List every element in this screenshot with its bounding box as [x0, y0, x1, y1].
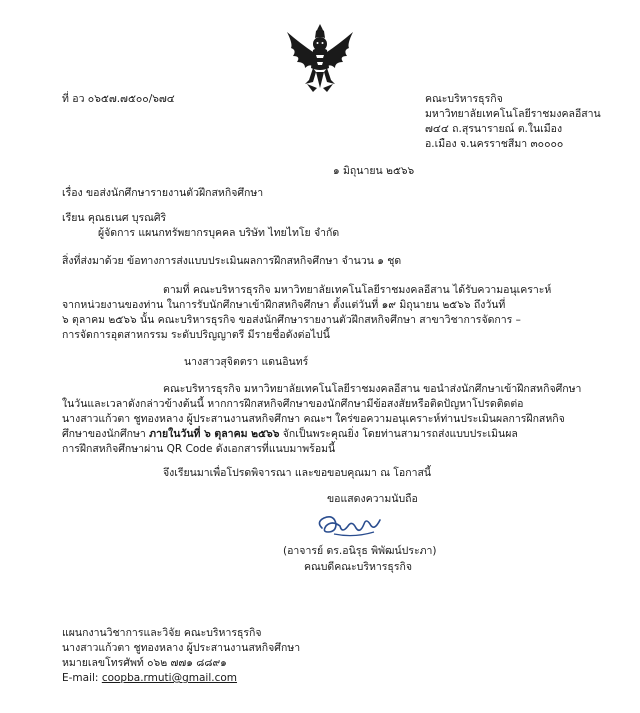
para2-line-4 [62, 427, 518, 441]
garuda-emblem-icon [283, 22, 357, 96]
para1-line-3: ๖ ตุลาคม ๒๕๖๖ นั้น คณะบริหารธุรกิจ ขอส่งนักศึกษารายงานตัวฝึกสหกิจศึกษา สาขาวิชาการจัดการ – [62, 314, 521, 326]
enclosure-line: สิ่งที่ส่งมาด้วย ข้อทางการส่งแบบประเมินผลการฝึกสหกิจศึกษา จำนวน ๑ ชุด [62, 255, 402, 267]
letter-date: ๑ มิถุนายน ๒๕๖๖ [333, 165, 415, 177]
sender-line-4: อ.เมือง จ.นครราชสีมา ๓๐๐๐๐ [425, 138, 564, 150]
deadline-emphasis: ภายในวันที่ ๖ ตุลาคม ๒๕๖๖ [149, 428, 280, 440]
footer-phone: หมายเลขโทรศัพท์ ๐๖๒ ๗๗๑ ๘๘๙๑ [62, 657, 227, 669]
signatory-name: (อาจารย์ ดร.อนิรุธ พิพัฒน์ประภา) [283, 545, 437, 557]
para2-line-1: คณะบริหารธุรกิจ มหาวิทยาลัยเทคโนโลยีราชมงคลอีสาน ขอนำส่งนักศึกษาเข้าฝึกสหกิจศึกษา [163, 383, 582, 395]
salutation-line-2: ผู้จัดการ แผนกทรัพยากรบุคคล บริษัท ไทยไทโย จำกัด [98, 227, 340, 239]
regards-text: ขอแสดงความนับถือ [327, 493, 418, 505]
salutation-line-1: เรียน คุณธเนศ บุรณศิริ [62, 212, 167, 224]
footer-department: แผนกงานวิชาการและวิจัย คณะบริหารธุรกิจ [62, 627, 262, 639]
reference-number: ที่ อว ๐๖๕๗.๗๕๐๐/๖๗๔ [62, 93, 175, 105]
sender-line-1: คณะบริหารธุรกิจ [425, 93, 503, 105]
signatory-position: คณบดีคณะบริหารธุรกิจ [304, 561, 412, 573]
footer-email-line [62, 671, 237, 685]
para2-line-2: ในวันและเวลาดังกล่าวข้างต้นนี้ หากการฝึกสหกิจศึกษาของนักศึกษามีข้อสงสัยหรือติดปัญหาโปรดติดต่อ [62, 398, 524, 410]
email-link[interactable]: coopba.rmuti@gmail.com [101, 672, 238, 684]
signature-icon [314, 512, 386, 540]
email-label: E-mail: [62, 672, 99, 684]
para2-line-5: การฝึกสหกิจศึกษาผ่าน QR Code ดังเอกสารที่แนบมาพร้อมนี้ [62, 443, 336, 455]
sender-line-2: มหาวิทยาลัยเทคโนโลยีราชมงคลอีสาน [425, 108, 601, 120]
para1-line-4: การจัดการอุตสาหกรรม ระดับปริญญาตรี มีรายชื่อดังต่อไปนี้ [62, 329, 330, 341]
para2-line-4-end: จักเป็นพระคุณยิ่ง โดยท่านสามารถส่งแบบประเมินผล [282, 428, 518, 440]
sender-line-3: ๗๔๔ ถ.สุรนารายณ์ ต.ในเมือง [425, 123, 563, 135]
para1-line-1: ตามที่ คณะบริหารธุรกิจ มหาวิทยาลัยเทคโนโลยีราชมงคลอีสาน ได้รับความอนุเคราะห์ [163, 284, 552, 296]
student-name: นางสาวสุจิตตรา แดนอินทร์ [184, 356, 309, 368]
para2-line-3: นางสาวแก้วตา ชูทองหลาง ผู้ประสานงานสหกิจศึกษา คณะฯ ใคร่ขอความอนุเคราะห์ท่านประเมินผลการฝึกสหกิจ [62, 413, 565, 425]
subject-line: เรื่อง ขอส่งนักศึกษารายงานตัวฝึกสหกิจศึกษา [62, 187, 264, 199]
para2-line-4-start: ศึกษาของนักศึกษา [62, 428, 146, 440]
para1-line-2: จากหน่วยงานของท่าน ในการรับนักศึกษาเข้าฝึกสหกิจศึกษา ตั้งแต่วันที่ ๑๙ มิถุนายน ๒๕๖๖ ถึงวันที่ [62, 299, 506, 311]
footer-coordinator: นางสาวแก้วตา ชูทองหลาง ผู้ประสานงานสหกิจศึกษา [62, 642, 301, 654]
closing-request: จึงเรียนมาเพื่อโปรดพิจารณา และขอขอบคุณมา ณ โอกาสนี้ [163, 467, 432, 479]
